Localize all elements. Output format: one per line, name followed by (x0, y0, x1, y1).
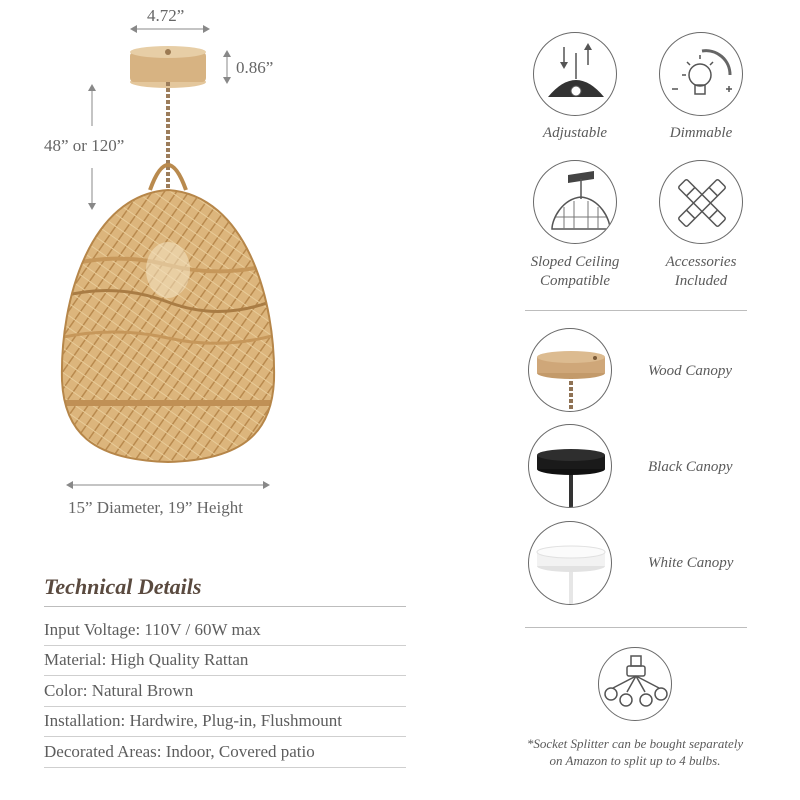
black-canopy-label: Black Canopy (648, 459, 733, 475)
canopy-width-arrow (130, 23, 210, 35)
white-canopy-swatch (528, 521, 612, 605)
tech-row-installation: Installation: Hardwire, Plug-in, Flushmount (44, 706, 406, 737)
cord-length-label: 48” or 120” (44, 136, 125, 155)
canopy-width-label: 4.72” (147, 6, 185, 25)
tech-row-voltage: Input Voltage: 110V / 60W max (44, 615, 406, 646)
wood-canopy-swatch (528, 328, 612, 412)
rattan-pendant-lamp (50, 40, 290, 480)
canopy-divider (525, 627, 747, 628)
feature-label-sloped-line2: Compatible (540, 273, 610, 289)
feature-label-dimmable: Dimmable (669, 125, 733, 141)
shade-width-arrow (66, 479, 270, 491)
technical-title-divider (44, 606, 406, 607)
canopy-height-label: 0.86” (236, 58, 274, 77)
feature-label-adjustable: Adjustable (542, 125, 608, 141)
socket-splitter-note (500, 735, 770, 769)
feature-label-sloped-ceiling (505, 253, 645, 291)
sloped-ceiling-icon (533, 160, 617, 244)
feature-label-accessories-line1: Accessories (665, 254, 737, 270)
tech-row-areas: Decorated Areas: Indoor, Covered patio (44, 737, 406, 768)
black-canopy-swatch (528, 424, 612, 508)
feature-label-accessories (631, 253, 771, 291)
dimmable-icon (659, 32, 743, 116)
feature-label-sloped-line1: Sloped Ceiling (530, 254, 620, 270)
technical-details-title: Technical Details (44, 574, 202, 599)
tech-row-material: Material: High Quality Rattan (44, 645, 406, 676)
feature-label-accessories-line2: Included (674, 273, 728, 289)
socket-splitter-note-line1: *Socket Splitter can be bought separately (526, 736, 744, 751)
features-divider (525, 310, 747, 311)
white-canopy-label: White Canopy (648, 555, 734, 571)
shade-size-label: 15” Diameter, 19” Height (68, 498, 243, 517)
adjustable-icon (533, 32, 617, 116)
accessories-icon (659, 160, 743, 244)
tech-row-color: Color: Natural Brown (44, 676, 406, 707)
wood-canopy-label: Wood Canopy (648, 363, 733, 379)
socket-splitter-note-line2: on Amazon to split up to 4 bulbs. (549, 753, 721, 768)
socket-splitter-icon (598, 647, 672, 721)
